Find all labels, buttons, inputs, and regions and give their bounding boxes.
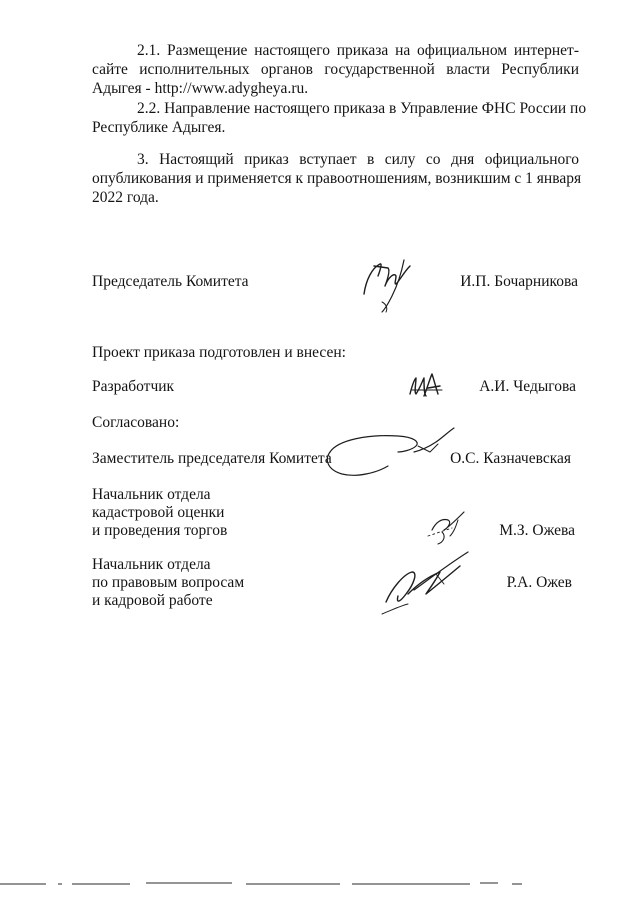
legal-head-title-line-2: по правовым вопросам — [92, 574, 245, 591]
cadastral-head-title-line-1: Начальник отдела — [92, 486, 211, 503]
legal-head-title-line-3: и кадровой работе — [92, 592, 213, 609]
chairman-name: И.П. Бочарникова — [460, 273, 578, 290]
item-3-line-2: опубликования и применяется к правоотношениям, возникшим с 1 января — [92, 170, 582, 187]
item-3-paragraph — [92, 150, 582, 207]
cadastral-head-name: М.З. Ожева — [499, 522, 575, 539]
deputy-title: Заместитель председателя Комитета — [92, 450, 332, 467]
item-3-line-3: 2022 года. — [92, 189, 159, 206]
legal-head-name: Р.А. Ожев — [506, 574, 572, 591]
legal-head-title — [92, 556, 244, 610]
item-2-1-paragraph — [92, 41, 579, 98]
bottom-scan-line-icon — [0, 880, 640, 888]
item-2-2-paragraph — [92, 99, 587, 137]
chairman-signature-icon — [352, 250, 432, 320]
legal-head-signature-icon — [378, 544, 478, 620]
prepared-by-heading: Проект приказа подготовлен и внесен: — [92, 344, 346, 361]
developer-signature-icon — [402, 368, 452, 408]
item-2-1-line-1: 2.1. Размещение настоящего приказа на официальном интернет- — [137, 42, 579, 59]
chairman-title: Председатель Комитета — [92, 273, 249, 290]
developer-name: А.И. Чедыгова — [479, 378, 576, 395]
legal-head-title-line-1: Начальник отдела — [92, 556, 211, 573]
item-2-2-line-1: 2.2. Направление настоящего приказа в Управление ФНС России по — [137, 100, 587, 117]
item-2-1-line-2: сайте исполнительных органов государственной власти Республики — [92, 61, 579, 78]
developer-title: Разработчик — [92, 378, 175, 395]
deputy-signature-icon — [318, 422, 468, 484]
deputy-name: О.С. Казначевская — [450, 450, 571, 467]
cadastral-head-signature-icon — [418, 500, 478, 550]
item-2-2-line-2: Республике Адыгея. — [92, 119, 226, 136]
item-2-1-line-3: Адыгея - http://www.adygheya.ru. — [92, 80, 309, 97]
agreed-heading: Согласовано: — [92, 414, 180, 431]
cadastral-head-title — [92, 486, 227, 540]
item-3-line-1: 3. Настоящий приказ вступает в силу со дня официального — [137, 151, 579, 168]
cadastral-head-title-line-2: кадастровой оценки — [92, 504, 225, 521]
cadastral-head-title-line-3: и проведения торгов — [92, 522, 228, 539]
